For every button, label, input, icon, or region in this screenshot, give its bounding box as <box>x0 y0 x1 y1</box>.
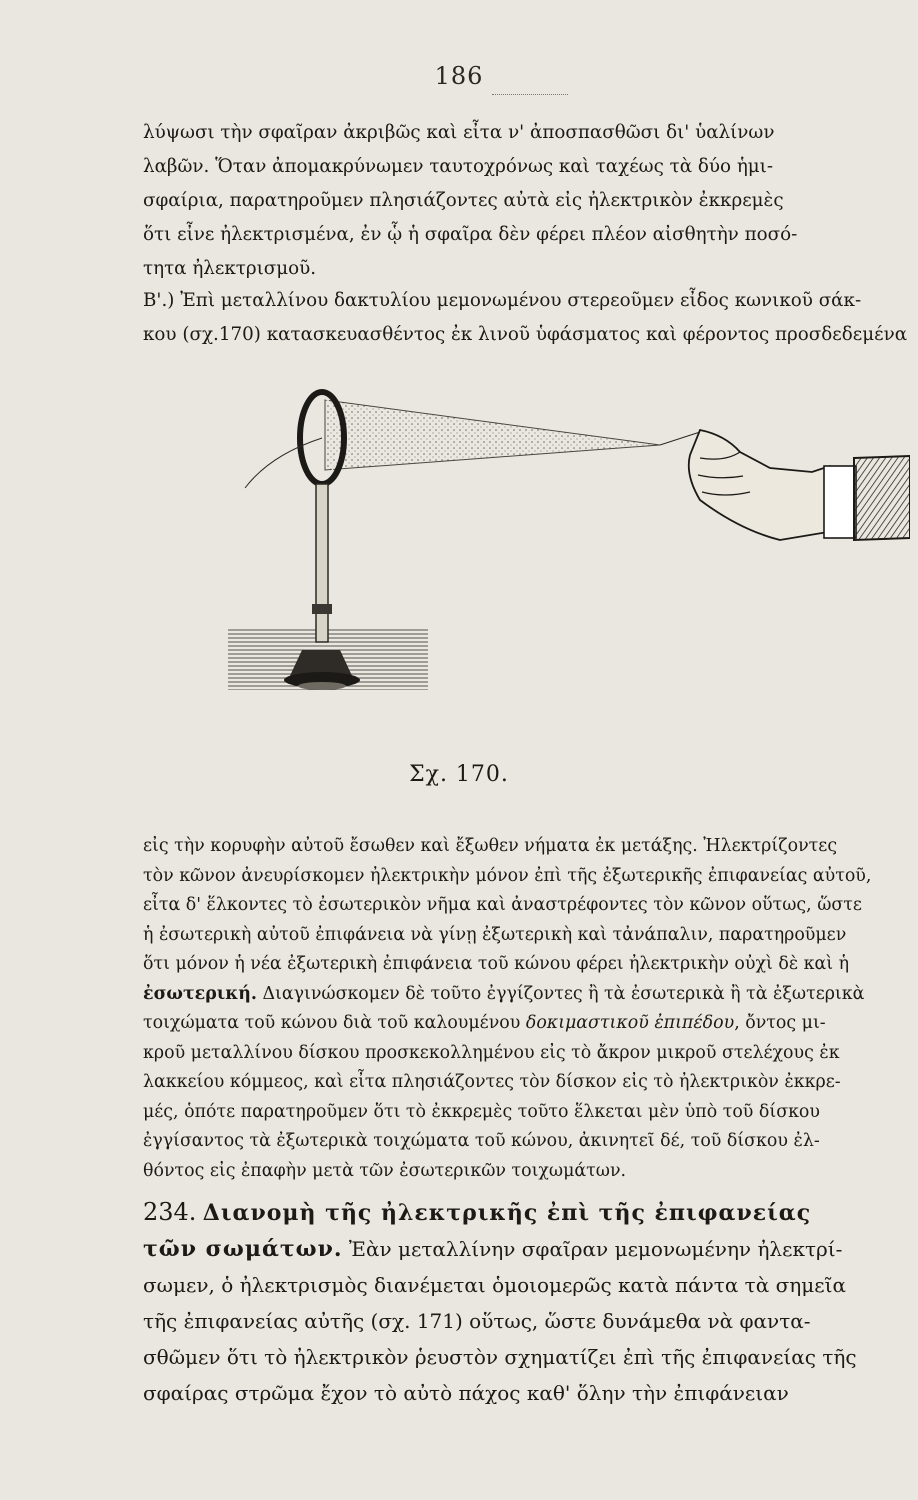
paragraph-1 <box>143 116 903 286</box>
section-number: 234. <box>143 1198 197 1226</box>
text-line: σφαίρας στρῶμα ἔχον τὸ αὐτὸ πάχος καθ' ὅλην τὴν ἐπιφάνειαν <box>143 1381 789 1405</box>
text-line: τητα ἠλεκτρισμοῦ. <box>143 258 317 279</box>
text-line: σφαίρια, παρατηροῦμεν πλησιάζοντες αὐτὰ εἰς ἠλεκτρικὸν ἐκκρεμὲς <box>143 190 784 211</box>
italic-term: δοκιμαστικοῦ ἐπιπέδου <box>525 1013 735 1033</box>
conical-bag-on-ring-stand-icon <box>140 380 910 750</box>
text-line: θόντος εἰς ἐπαφὴν μετὰ τῶν ἐσωτερικῶν τοιχωμάτων. <box>143 1160 627 1181</box>
text-line <box>143 1231 903 1267</box>
text-line: κροῦ μεταλλίνου δίσκου προσκεκολλημένου εἰς τὸ ἄκρον μικροῦ στελέχους ἐκ <box>143 1042 840 1063</box>
bold-word: ἐσωτερική. <box>143 983 257 1004</box>
page-number-rule <box>492 94 568 95</box>
text-fragment: τοιχώματα τοῦ κώνου διὰ τοῦ καλουμένου <box>143 1013 521 1033</box>
text-line <box>143 1009 903 1039</box>
text-line <box>143 980 903 1010</box>
figure-caption: Σχ. 170. <box>409 762 509 787</box>
text-fragment: Διαγινώσκομεν δὲ τοῦτο ἐγγίζοντες ἢ τὰ ἐσωτερικὰ ἢ τὰ ἐξωτερικὰ <box>256 983 865 1004</box>
text-line: λύψωσι τὴν σφαῖραν ἀκριβῶς καὶ εἶτα ν' ἀποσπασθῶσι δι' ὑαλίνων <box>143 122 775 143</box>
section-234 <box>143 1194 903 1411</box>
text-line: σωμεν, ὁ ἠλεκτρισμὸς διανέμεται ὁμοιομερῶς κατὰ πάντα τὰ σημεῖα <box>143 1273 846 1297</box>
text-line: ἡ ἐσωτερικὴ αὐτοῦ ἐπιφάνεια νὰ γίνῃ ἐξωτερικὴ καὶ τἀνάπαλιν, παρατηροῦμεν <box>143 924 847 945</box>
section-title-continued: τῶν σωμάτων. <box>143 1236 343 1262</box>
paragraph-2 <box>143 284 908 352</box>
text-fragment: , ὄντος μι- <box>734 1013 826 1033</box>
text-line: κου (σχ.170) κατασκευασθέντος ἐκ λινοῦ ὑφάσματος καὶ φέροντος προσδεδεμένα <box>143 324 908 345</box>
text-line: ὅτι μόνον ἡ νέα ἐξωτερικὴ ἐπιφάνεια τοῦ κώνου φέρει ἠλεκτρικὴν οὐχὶ δὲ καὶ ἡ <box>143 954 850 974</box>
text-line: εἰς τὴν κορυφὴν αὐτοῦ ἔσωθεν καὶ ἔξωθεν νήματα ἐκ μετάξης. Ἠλεκτρίζοντες <box>143 836 838 856</box>
text-line: τὸν κῶνον ἀνευρίσκομεν ἠλεκτρικὴν μόνον ἐπὶ τῆς ἐξωτερικῆς ἐπιφανείας αὐτοῦ, <box>143 865 872 886</box>
text-line: λαβῶν. Ὅταν ἀπομακρύνωμεν ταυτοχρόνως καὶ ταχέως τὰ δύο ἡμι- <box>143 156 774 177</box>
section-title: Διανομὴ τῆς ἠλεκτρικῆς ἐπὶ τῆς ἐπιφανείας <box>202 1200 812 1226</box>
text-line: ὅτι εἶνε ἠλεκτρισμένα, ἐν ᾧ ἡ σφαῖρα δὲν φέρει πλέον αἰσθητὴν ποσό- <box>143 224 798 245</box>
text-line: λακκείου κόμμεος, καὶ εἶτα πλησιάζοντες τὸν δίσκον εἰς τὸ ἠλεκτρικὸν ἐκκρε- <box>143 1072 841 1092</box>
paragraph-3 <box>143 832 903 1186</box>
text-line: σθῶμεν ὅτι τὸ ἠλεκτρικὸν ῥευστὸν σχηματίζει ἐπὶ τῆς ἐπιφανείας τῆς <box>143 1345 857 1369</box>
text-line: εἶτα δ' ἕλκοντες τὸ ἐσωτερικὸν νῆμα καὶ ἀναστρέφοντες τὸν κῶνον οὕτως, ὥστε <box>143 895 862 915</box>
page-number: 186 <box>434 62 484 90</box>
text-line: ἐγγίσαντος τὰ ἐξωτερικὰ τοιχώματα τοῦ κώνου, ἀκινητεῖ δέ, τοῦ δίσκου ἐλ- <box>143 1131 820 1151</box>
section-heading-line <box>143 1194 903 1231</box>
text-line: μές, ὁπότε παρατηροῦμεν ὅτι τὸ ἐκκρεμὲς τοῦτο ἕλκεται μὲν ὑπὸ τοῦ δίσκου <box>143 1101 820 1122</box>
text-line: τῆς ἐπιφανείας αὐτῆς (σχ. 171) οὕτως, ὥστε δυνάμεθα νὰ φαντα- <box>143 1309 811 1333</box>
text-fragment: Ἐὰν μεταλλίνην σφαῖραν μεμονωμένην ἠλεκτρί- <box>342 1237 843 1261</box>
text-line: Β'.) Ἐπὶ μεταλλίνου δακτυλίου μεμονωμένου στερεοῦμεν εἶδος κωνικοῦ σάκ- <box>143 290 862 311</box>
figure-170-illustration <box>140 380 910 750</box>
